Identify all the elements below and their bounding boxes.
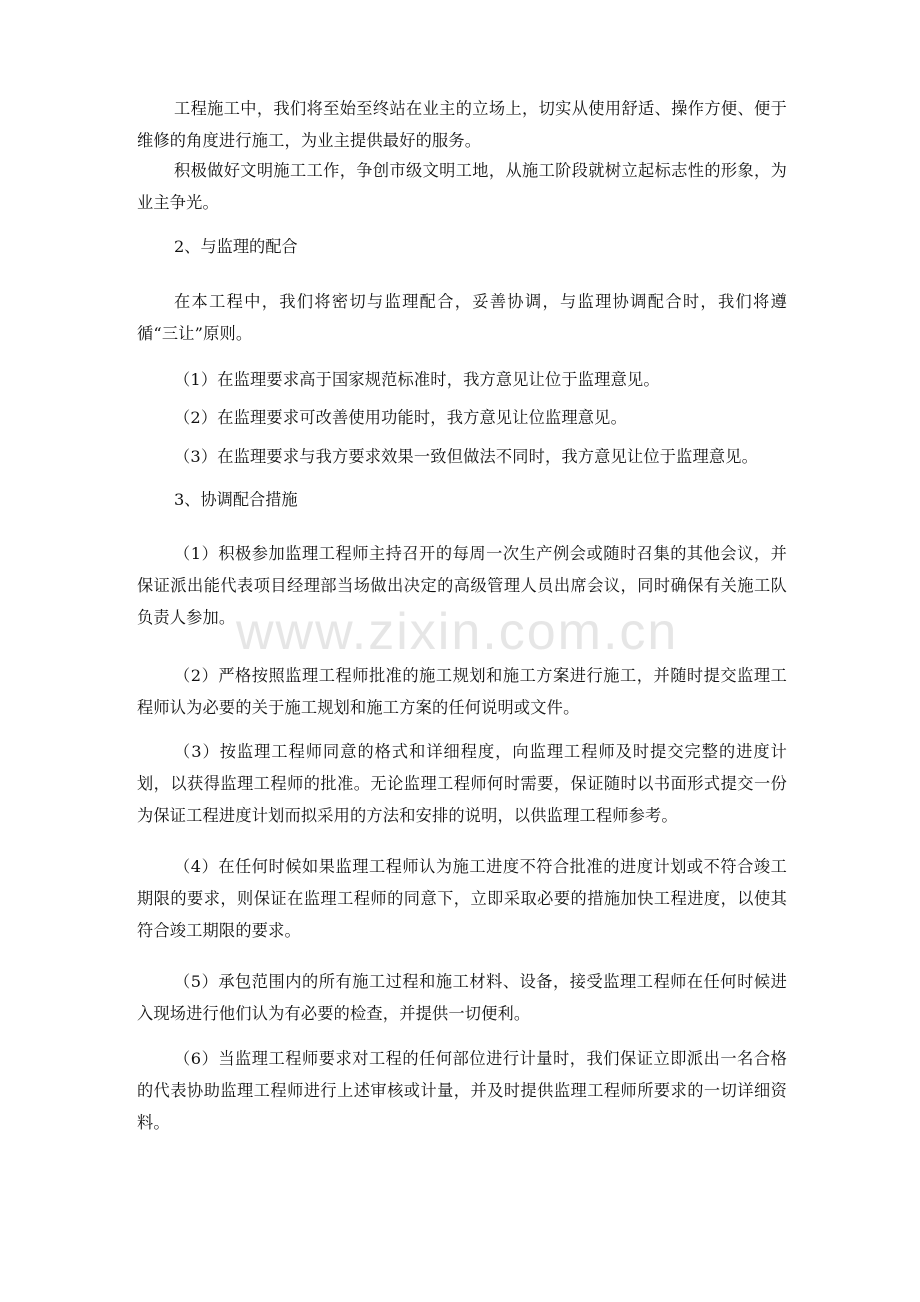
paragraph-service: 工程施工中，我们将至始至终站在业主的立场上，切实从使用舒适、操作方便、便于维修的角度进行施工，为业主提供最好的服务。 — [137, 99, 787, 150]
watermark: www.zixin.com.cn — [236, 603, 679, 661]
list-item-concession-3: （3）在监理要求与我方要求效果一致但做法不同时，我方意见让位于监理意见。 — [174, 447, 759, 466]
section-heading-supervision-cooperation: 2、与监理的配合 — [174, 237, 298, 256]
list-item-concession-1: （1）在监理要求高于国家规范标准时，我方意见让位于监理意见。 — [174, 370, 660, 389]
list-item-measure-3: （3）按监理工程师同意的格式和详细程度，向监理工程师及时提交完整的进度计划，以获得监理工程师的批准。无论监理工程师何时需要，保证随时以书面形式提交一份为保证工程进度计划而拟采用的方法和安排的说明，以供监理工程师参考。 — [137, 742, 787, 825]
paragraph-civilized-construction: 积极做好文明施工工作，争创市级文明工地，从施工阶段就树立起标志性的形象，为业主争光。 — [137, 161, 787, 212]
list-item-measure-1: （1）积极参加监理工程师主持召开的每周一次生产例会或随时召集的其他会议，并保证派出能代表项目经理部当场做出决定的高级管理人员出席会议，同时确保有关施工队负责人参加。 — [137, 544, 787, 627]
list-item-measure-2: （2）严格按照监理工程师批准的施工规划和施工方案进行施工，并随时提交监理工程师认为必要的关于施工规划和施工方案的任何说明或文件。 — [137, 666, 787, 717]
section-heading-coordination-measures: 3、协调配合措施 — [174, 490, 298, 509]
list-item-measure-4: （4）在任何时候如果监理工程师认为施工进度不符合批准的进度计划或不符合竣工期限的要求，则保证在监理工程师的同意下，立即采取必要的措施加快工程进度，以使其符合竣工期限的要求。 — [137, 857, 787, 940]
list-item-concession-2: （2）在监理要求可改善使用功能时，我方意见让位监理意见。 — [174, 408, 627, 427]
list-item-measure-5: （5）承包范围内的所有施工过程和施工材料、设备，接受监理工程师在任何时候进入现场进行他们认为有必要的检查，并提供一切便利。 — [137, 972, 787, 1023]
list-item-measure-6: （6）当监理工程师要求对工程的任何部位进行计量时，我们保证立即派出一名合格的代表协助监理工程师进行上述审核或计量，并及时提供监理工程师所要求的一切详细资料。 — [137, 1049, 787, 1132]
paragraph-three-concessions: 在本工程中，我们将密切与监理配合，妥善协调，与监理协调配合时，我们将遵循“三让”原则。 — [137, 292, 787, 343]
